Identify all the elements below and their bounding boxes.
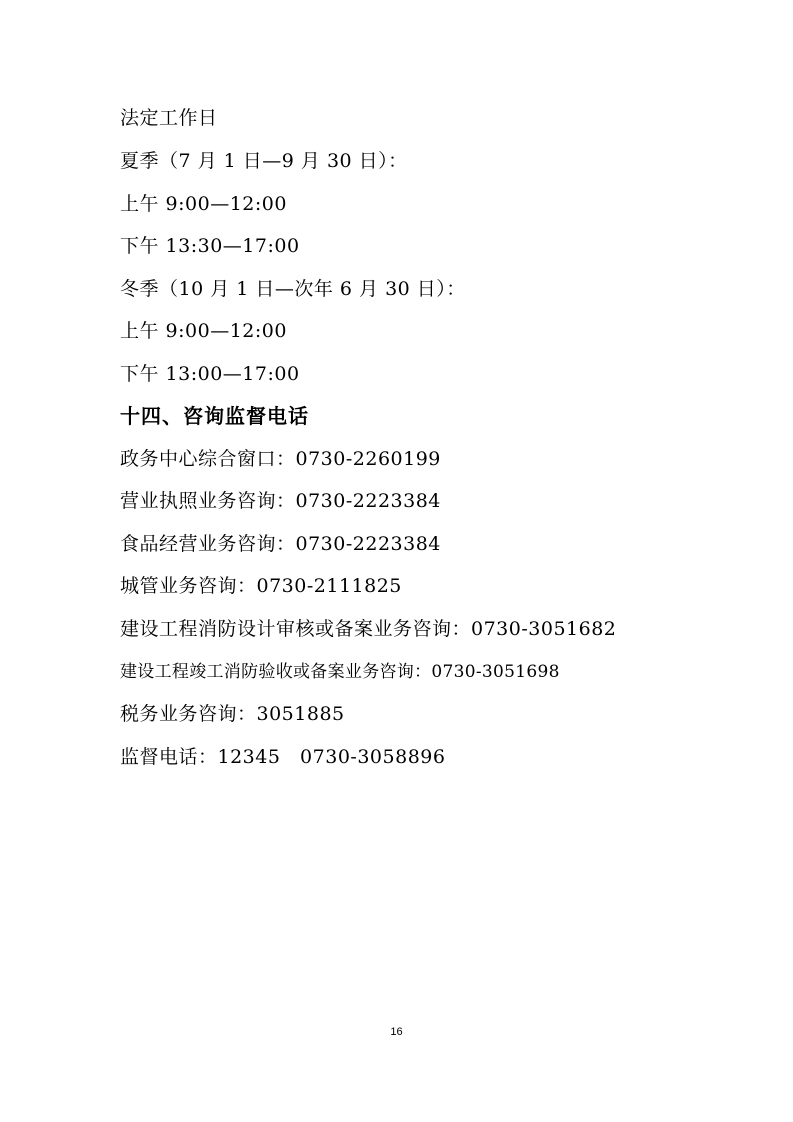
- contact-line: 建设工程竣工消防验收或备案业务咨询：0730-3051698: [120, 662, 560, 682]
- summer-afternoon-hours: 下午 13:30—17:00: [120, 235, 300, 257]
- winter-period-label: 冬季（10 月 1 日—次年 6 月 30 日）：: [120, 278, 466, 300]
- contact-line: 政务中心综合窗口：0730-2260199: [120, 448, 441, 470]
- contact-line: 税务业务咨询：3051885: [120, 703, 345, 725]
- winter-morning-hours: 上午 9:00—12:00: [120, 320, 287, 342]
- section-heading: 十四、咨询监督电话: [120, 404, 309, 428]
- contact-line: 建设工程消防设计审核或备案业务咨询：0730-3051682: [120, 618, 617, 640]
- contact-line: 营业执照业务咨询：0730-2223384: [120, 490, 441, 512]
- supervision-phone-line: 监督电话：12345 0730-3058896: [120, 746, 446, 768]
- contact-line: 城管业务咨询：0730-2111825: [120, 575, 402, 597]
- workday-title: 法定工作日: [120, 107, 218, 129]
- winter-afternoon-hours: 下午 13:00—17:00: [120, 363, 300, 385]
- contact-line: 食品经营业务咨询：0730-2223384: [120, 533, 441, 555]
- page-number: 16: [390, 1026, 403, 1038]
- summer-morning-hours: 上午 9:00—12:00: [120, 193, 287, 215]
- summer-period-label: 夏季（7 月 1 日—9 月 30 日）：: [120, 150, 408, 172]
